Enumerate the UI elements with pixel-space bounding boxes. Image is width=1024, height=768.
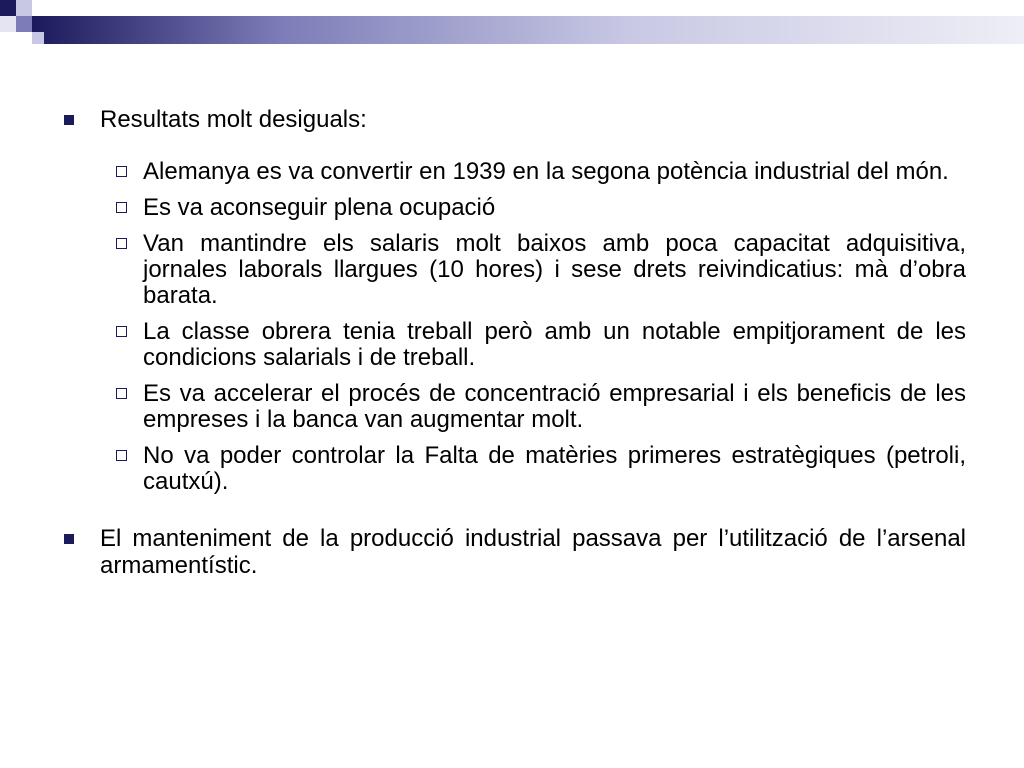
bullet-level2 [116, 381, 966, 433]
header-square-dark [0, 0, 16, 16]
sub-bullet-list [116, 159, 966, 495]
sub-bullet-text: Van mantindre els salaris molt baixos amb poca capacitat adquisitiva, jornales laborals llargues (10 hores) i sese drets reivindicatius: mà d’obra barata. [143, 230, 966, 309]
header-decoration [0, 0, 1024, 48]
bullet-text: Resultats molt desiguals: [100, 106, 367, 133]
hollow-square-bullet-icon [116, 388, 127, 399]
sub-bullet-text: Es va accelerar el procés de concentració empresarial i els beneficis de les empreses i la banca van augmentar molt. [143, 380, 966, 433]
bullet-level1 [64, 106, 966, 133]
sub-bullet-text: Alemanya es va convertir en 1939 en la segona potència industrial del món. [143, 158, 949, 185]
sub-bullet-text: Es va aconseguir plena ocupació [143, 194, 496, 221]
bullet-text: El manteniment de la producció industrial passava per l’utilització de l’arsenal armamentístic. [100, 525, 966, 579]
header-square-mid [16, 16, 32, 32]
bullet-level2 [116, 443, 966, 495]
hollow-square-bullet-icon [116, 450, 127, 461]
header-square-pale [0, 16, 16, 32]
hollow-square-bullet-icon [116, 166, 127, 177]
header-square-small [32, 32, 44, 44]
bullet-level2 [116, 319, 966, 371]
bullet-level1 [64, 525, 966, 579]
hollow-square-bullet-icon [116, 238, 127, 249]
hollow-square-bullet-icon [116, 202, 127, 213]
slide-content [64, 106, 966, 579]
sub-bullet-text: La classe obrera tenia treball però amb un notable empitjorament de les condicions salarials i de treball. [143, 318, 966, 371]
square-bullet-icon [64, 115, 74, 125]
header-square-light [16, 0, 32, 16]
bullet-level2 [116, 231, 966, 309]
square-bullet-icon [64, 534, 74, 544]
bullet-level2 [116, 159, 966, 185]
header-gradient-bar [32, 16, 1024, 44]
sub-bullet-text: No va poder controlar la Falta de matèries primeres estratègiques (petroli, cautxú). [143, 442, 966, 495]
hollow-square-bullet-icon [116, 326, 127, 337]
bullet-level2 [116, 195, 966, 221]
